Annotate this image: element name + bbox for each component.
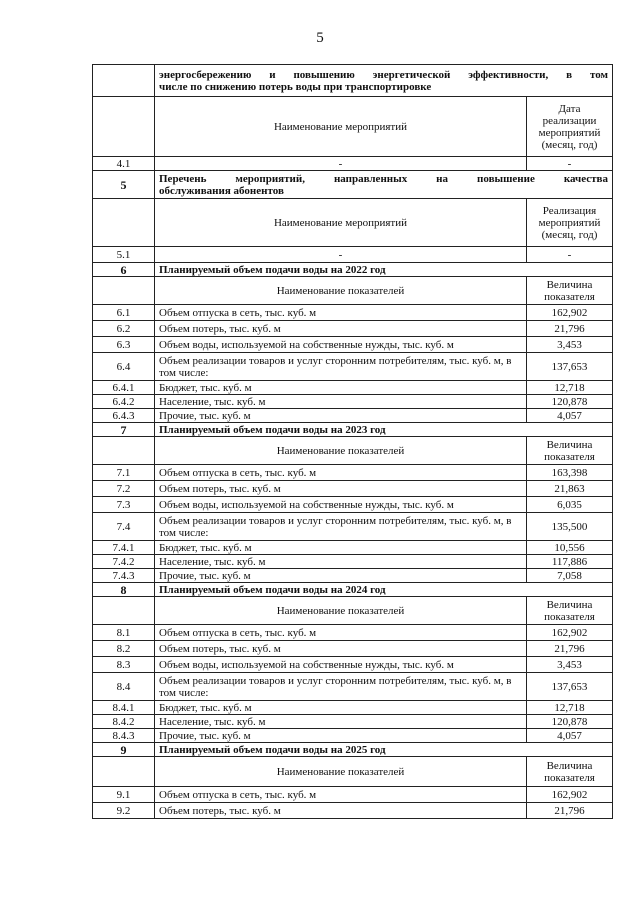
table-row: 7.4.3 Прочие, тыс. куб. м 7,058 bbox=[93, 569, 613, 583]
section-title-line-1: Перечень мероприятий, направленных на повышение качества bbox=[159, 172, 608, 185]
section-title-row: 7 Планируемый объем подачи воды на 2023 год bbox=[93, 423, 613, 437]
section-title: Планируемый объем подачи воды на 2022 год bbox=[155, 263, 613, 277]
table-row: 7.3 Объем воды, используемой на собственные нужды, тыс. куб. м 6,035 bbox=[93, 497, 613, 513]
table-header-row bbox=[93, 277, 613, 305]
header-name: Наименование показателей bbox=[155, 597, 527, 625]
table-row: 7.2 Объем потерь, тыс. куб. м 21,863 bbox=[93, 481, 613, 497]
header-value: Величина показателя bbox=[527, 437, 613, 465]
table-row: 8.2 Объем потерь, тыс. куб. м 21,796 bbox=[93, 641, 613, 657]
continuation-line-2: числе по снижению потерь воды при транспортировке bbox=[159, 80, 432, 93]
section-title-row: 8 Планируемый объем подачи воды на 2024 год bbox=[93, 583, 613, 597]
header-name: Наименование показателей bbox=[155, 277, 527, 305]
continuation-line-1: энергосбережению и повышению энергетической эффективности, в том bbox=[159, 68, 608, 81]
header-name: Наименование мероприятий bbox=[155, 97, 527, 157]
table-header-row bbox=[93, 437, 613, 465]
continuation-row bbox=[93, 65, 613, 97]
header-value: Величина показателя bbox=[527, 757, 613, 787]
table-row: 8.4.1 Бюджет, тыс. куб. м 12,718 bbox=[93, 701, 613, 715]
table-row: 7.1 Объем отпуска в сеть, тыс. куб. м 163,398 bbox=[93, 465, 613, 481]
section-title-row: 5 Перечень мероприятий, направленных на повышение качества обслуживания абонентов bbox=[93, 171, 613, 199]
table-row: 9.2 Объем потерь, тыс. куб. м 21,796 bbox=[93, 803, 613, 819]
table-row: 6.1 Объем отпуска в сеть, тыс. куб. м 162,902 bbox=[93, 305, 613, 321]
header-value: Реализация мероприятий (месяц, год) bbox=[527, 199, 613, 247]
table-header-row bbox=[93, 97, 613, 157]
table-row: 7.4 Объем реализации товаров и услуг сторонним потребителям, тыс. куб. м, в том числе: 135,500 bbox=[93, 513, 613, 541]
header-name: Наименование мероприятий bbox=[155, 199, 527, 247]
table-header-row bbox=[93, 199, 613, 247]
section-title: Планируемый объем подачи воды на 2024 год bbox=[155, 583, 613, 597]
table-row: 8.4.2 Население, тыс. куб. м 120,878 bbox=[93, 715, 613, 729]
table-row: 5.1 - - bbox=[93, 247, 613, 263]
table-row: 8.4.3 Прочие, тыс. куб. м 4,057 bbox=[93, 729, 613, 743]
header-value: Величина показателя bbox=[527, 277, 613, 305]
header-value: Дата реализации мероприятий (месяц, год) bbox=[527, 97, 613, 157]
table-row: 6.4.2 Население, тыс. куб. м 120,878 bbox=[93, 395, 613, 409]
table-row: 6.4 Объем реализации товаров и услуг сторонним потребителям, тыс. куб. м, в том числе: 137,653 bbox=[93, 353, 613, 381]
section-title-row: 9 Планируемый объем подачи воды на 2025 год bbox=[93, 743, 613, 757]
table-header-row bbox=[93, 597, 613, 625]
table-row: 6.3 Объем воды, используемой на собственные нужды, тыс. куб. м 3,453 bbox=[93, 337, 613, 353]
plan-table bbox=[92, 64, 613, 819]
table-row: 6.2 Объем потерь, тыс. куб. м 21,796 bbox=[93, 321, 613, 337]
table-header-row bbox=[93, 757, 613, 787]
table-row: 4.1 - - bbox=[93, 157, 613, 171]
header-value: Величина показателя bbox=[527, 597, 613, 625]
table-row: 6.4.1 Бюджет, тыс. куб. м 12,718 bbox=[93, 381, 613, 395]
table-row: 8.1 Объем отпуска в сеть, тыс. куб. м 162,902 bbox=[93, 625, 613, 641]
table-row: 7.4.2 Население, тыс. куб. м 117,886 bbox=[93, 555, 613, 569]
table-row: 9.1 Объем отпуска в сеть, тыс. куб. м 162,902 bbox=[93, 787, 613, 803]
header-name: Наименование показателей bbox=[155, 437, 527, 465]
header-name: Наименование показателей bbox=[155, 757, 527, 787]
table-row: 7.4.1 Бюджет, тыс. куб. м 10,556 bbox=[93, 541, 613, 555]
section-title: Планируемый объем подачи воды на 2023 год bbox=[155, 423, 613, 437]
page-number: 5 bbox=[316, 30, 324, 46]
table-row: 8.4 Объем реализации товаров и услуг сторонним потребителям, тыс. куб. м, в том числе: 137,653 bbox=[93, 673, 613, 701]
section-title: Планируемый объем подачи воды на 2025 год bbox=[155, 743, 613, 757]
section-title-row: 6 Планируемый объем подачи воды на 2022 год bbox=[93, 263, 613, 277]
table-row: 8.3 Объем воды, используемой на собственные нужды, тыс. куб. м 3,453 bbox=[93, 657, 613, 673]
section-title-line-2: обслуживания абонентов bbox=[159, 184, 284, 197]
table-row: 6.4.3 Прочие, тыс. куб. м 4,057 bbox=[93, 409, 613, 423]
